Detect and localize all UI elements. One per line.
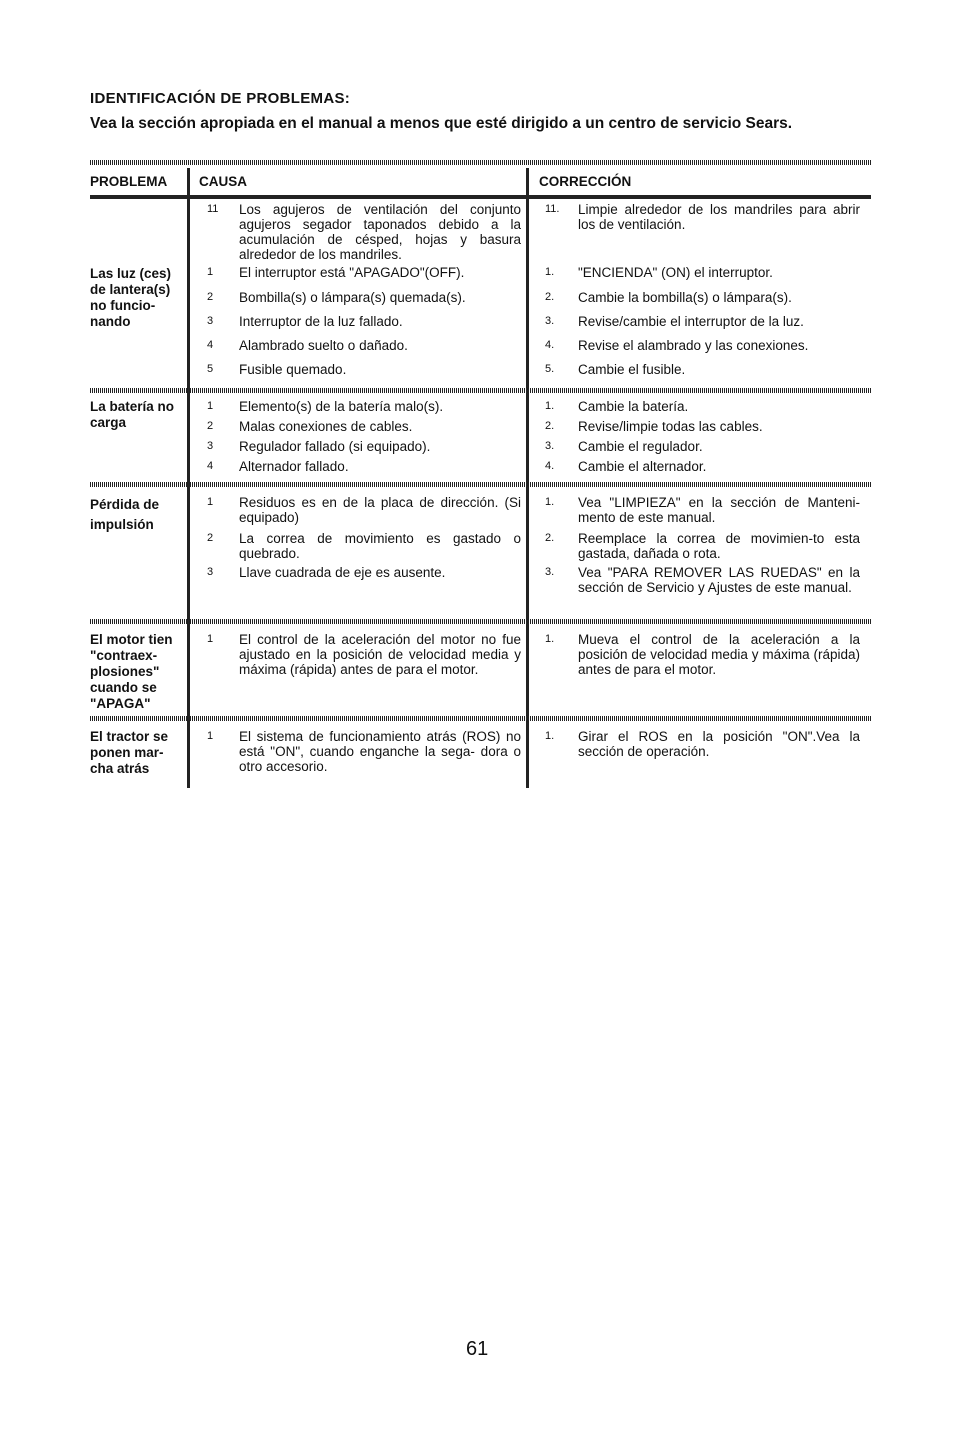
correction-number: 1. [545, 400, 555, 412]
correction-number: 1. [545, 730, 555, 742]
correction-text: "ENCIENDA" (ON) el interruptor. [578, 265, 773, 280]
cause-number: 1 [207, 730, 214, 742]
correction-text: Cambie el alternador. [578, 459, 707, 474]
correction-number: 2. [545, 532, 555, 544]
problem-label: Pérdida de impulsión [90, 497, 160, 532]
correction-text: Cambie la batería. [578, 399, 689, 414]
correction-number: 3. [545, 440, 555, 452]
cause-text: Regulador fallado (si equipado). [239, 439, 431, 454]
correction-number: 1. [545, 633, 555, 645]
correction-text: Limpie alrededor de los mandriles para abrir los de ventilación. [578, 202, 860, 232]
cause-text: Alternador fallado. [239, 459, 349, 474]
cause-text: Malas conexiones de cables. [239, 419, 413, 434]
cause-number: 11 [207, 203, 219, 215]
header-causa: CAUSA [199, 174, 248, 189]
correction-number: 2. [545, 291, 555, 303]
cause-text: Fusible quemado. [239, 362, 347, 377]
correction-text: Cambie el regulador. [578, 439, 703, 454]
correction-text: Cambie el fusible. [578, 362, 686, 377]
cause-text: Interruptor de la luz fallado. [239, 314, 403, 329]
cause-number: 3 [207, 566, 214, 578]
cause-text: Llave cuadrada de eje es ausente. [239, 565, 446, 580]
cause-text: El control de la aceleración del motor no fue ajustado en la posición de velocidad media y máxima (rápida) antes de para el motor. [239, 632, 521, 677]
row-divider [90, 482, 871, 487]
cause-number: 4 [207, 339, 214, 351]
correction-number: 5. [545, 363, 555, 375]
correction-text: Vea "LIMPIEZA" en la sección de Manteni- mento de este manual. [578, 495, 860, 525]
column-divider [187, 168, 190, 788]
row-divider [90, 619, 871, 624]
cause-number: 1 [207, 496, 214, 508]
header-problema: PROBLEMA [90, 174, 168, 189]
correction-text: Mueva el control de la aceleración a la posición de velocidad media y máxima (rápida) antes de para el motor. [578, 632, 860, 677]
correction-text: Cambie la bombilla(s) o lámpara(s). [578, 290, 792, 305]
page-subheading: Vea la sección apropiada en el manual a menos que esté dirigido a un centro de servicio Sears. [90, 115, 793, 132]
problem-label: Las luz (ces) de lantera(s) no funcio- nando [90, 266, 172, 329]
correction-text: Revise el alambrado y las conexiones. [578, 338, 809, 353]
cause-text: El interruptor está "APAGADO"(OFF). [239, 265, 465, 280]
cause-number: 2 [207, 420, 214, 432]
page-number: 61 [466, 1338, 489, 1360]
correction-number: 3. [545, 566, 555, 578]
cause-number: 3 [207, 315, 214, 327]
cause-text: Bombilla(s) o lámpara(s) quemada(s). [239, 290, 466, 305]
cause-text: Los agujeros de ventilación del conjunto agujeros segador taponados debido a la acumulación de césped, hojas y basura alrededor de los mandriles. [239, 202, 521, 262]
correction-number: 1. [545, 496, 555, 508]
cause-text: Alambrado suelto o dañado. [239, 338, 408, 353]
table-top-rule [90, 160, 871, 165]
cause-number: 3 [207, 440, 214, 452]
correction-text: Vea "PARA REMOVER LAS RUEDAS" en la sección de Servicio y Ajustes de este manual. [578, 565, 860, 595]
cause-number: 5 [207, 363, 214, 375]
correction-number: 11. [545, 203, 560, 215]
correction-number: 4. [545, 460, 555, 472]
row-divider [90, 716, 871, 721]
correction-number: 2. [545, 420, 555, 432]
correction-text: Girar el ROS en la posición "ON".Vea la sección de operación. [578, 729, 860, 759]
correction-number: 4. [545, 339, 555, 351]
problem-label: La batería no carga [90, 399, 175, 430]
correction-number: 1. [545, 266, 555, 278]
correction-number: 3. [545, 315, 555, 327]
cause-text: Elemento(s) de la batería malo(s). [239, 399, 444, 414]
cause-number: 4 [207, 460, 214, 472]
correction-text: Reemplace la correa de movimien-to esta gastada, dañada o rota. [578, 531, 860, 561]
cause-number: 1 [207, 400, 214, 412]
problem-label: El motor tien "contraex- plosiones" cuando se "APAGA" [90, 632, 173, 711]
header-correccion: CORRECCIÓN [539, 174, 632, 189]
correction-text: Revise/limpie todas las cables. [578, 419, 763, 434]
problem-label: El tractor se ponen mar- cha atrás [90, 729, 169, 776]
cause-number: 1 [207, 633, 214, 645]
page-heading: IDENTIFICACIÓN DE PROBLEMAS: [90, 90, 351, 107]
cause-text: La correa de movimiento es gastado o quebrado. [239, 531, 521, 561]
cause-number: 2 [207, 291, 214, 303]
cause-number: 2 [207, 532, 214, 544]
header-bottom-rule [90, 195, 871, 199]
column-divider [526, 168, 529, 788]
cause-text: El sistema de funcionamiento atrás (ROS) no está "ON", cuando enganche la sega- dora o otro accesorio. [239, 729, 521, 774]
cause-number: 1 [207, 266, 214, 278]
correction-text: Revise/cambie el interruptor de la luz. [578, 314, 804, 329]
cause-text: Residuos es en de la placa de dirección. (Si equipado) [239, 495, 521, 525]
row-divider [90, 388, 871, 393]
